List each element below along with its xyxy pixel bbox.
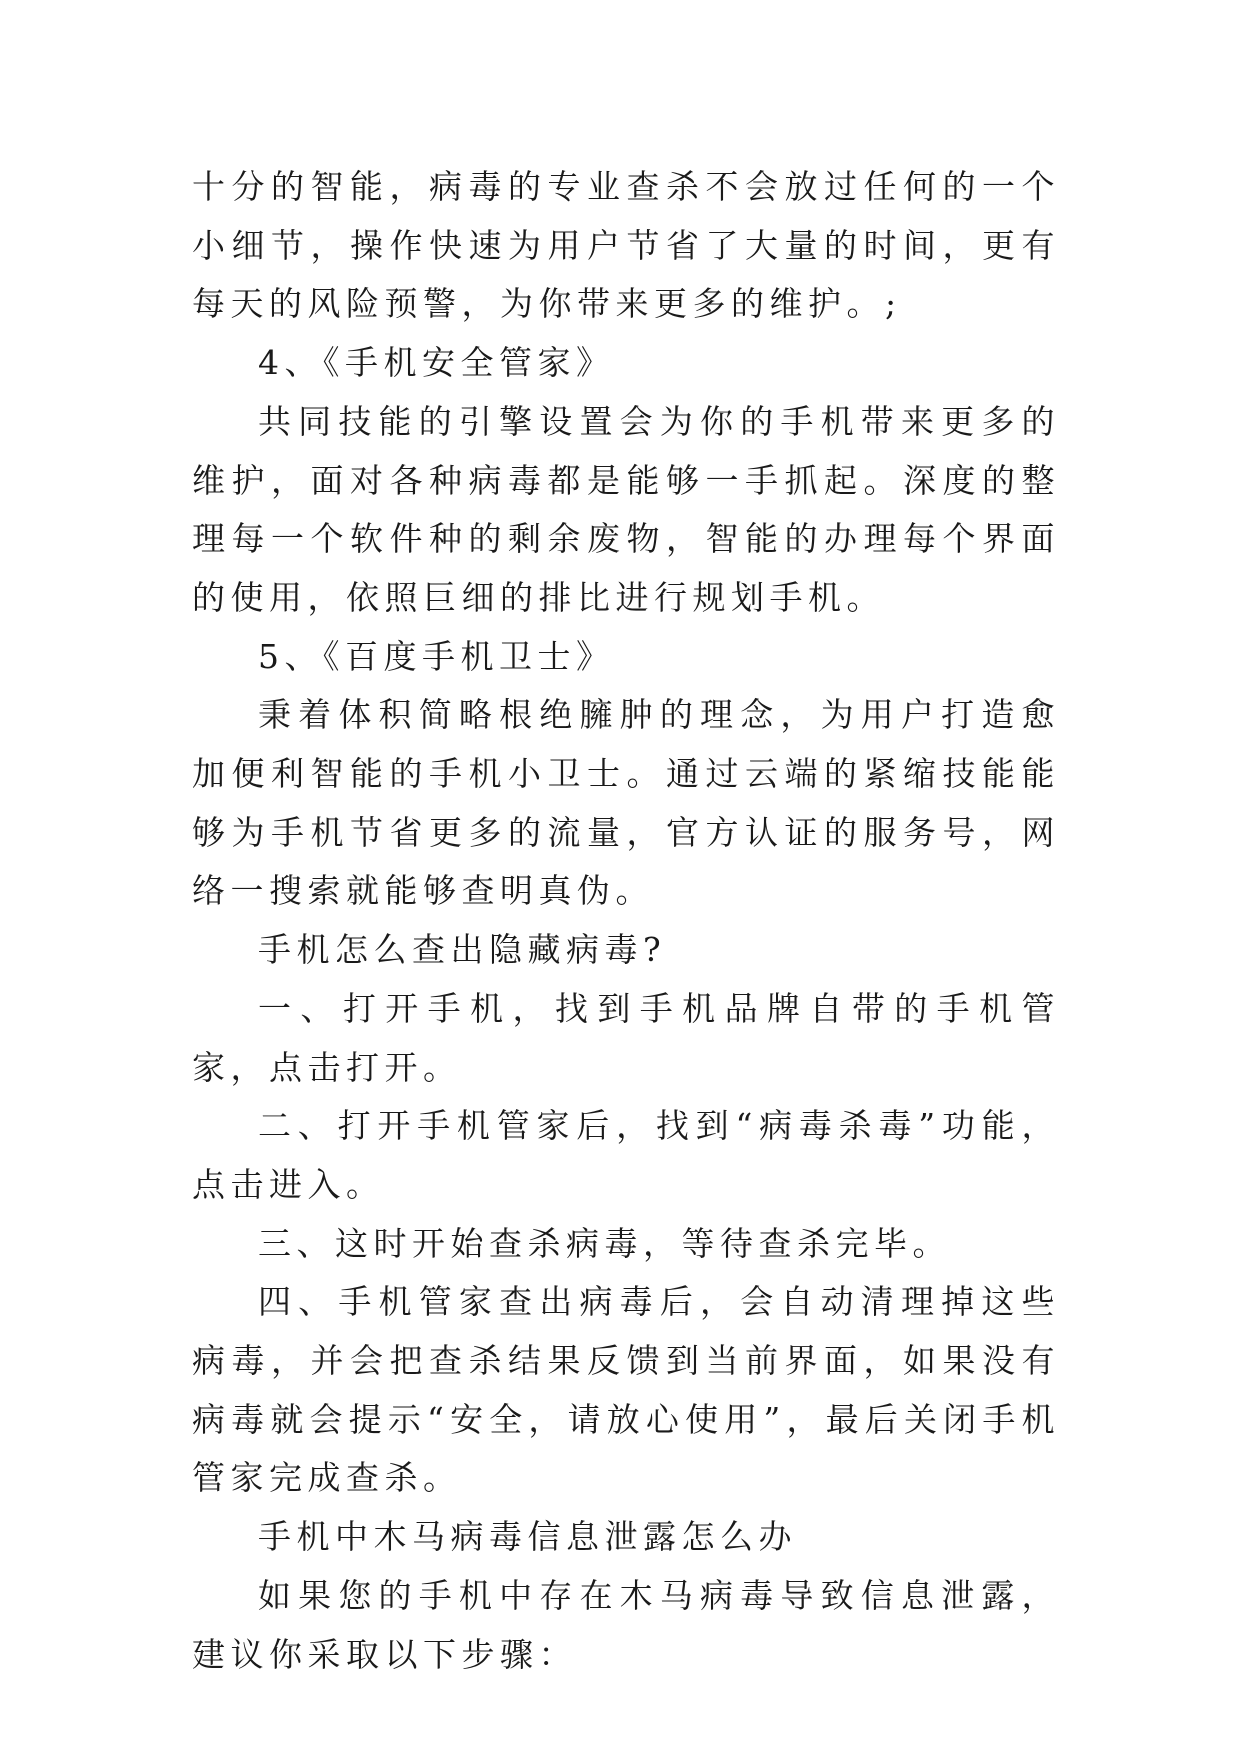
section-heading: 手机中木马病毒信息泄露怎么办: [258, 1517, 797, 1557]
step-paragraph: 四、手机管家查出病毒后，会自动清理掉这些病毒，并会把查杀结果反馈到当前界面，如果没有病毒就会提示“安全，请放心使用”，最后关闭手机管家完成查杀。: [192, 1282, 1060, 1498]
section-heading: 手机怎么查出隐藏病毒?: [258, 930, 667, 970]
paragraph: 秉着体积简略根绝臃肿的理念，为用户打造愈加便利智能的手机小卫士。通过云端的紧缩技能能够为手机节省更多的流量，官方认证的服务号，网络一搜索就能够查明真伪。: [192, 695, 1060, 911]
document-body: [192, 158, 1060, 1684]
paragraph: 共同技能的引擎设置会为你的手机带来更多的维护，面对各种病毒都是能够一手抓起。深度的整理每一个软件种的剩余废物，智能的办理每个界面的使用，依照巨细的排比进行规划手机。: [192, 401, 1060, 617]
section-heading: 5、《百度手机卫士》: [258, 636, 615, 676]
paragraph: 如果您的手机中存在木马病毒导致信息泄露，建议你采取以下步骤：: [192, 1575, 1060, 1674]
step-paragraph: 一、打开手机，找到手机品牌自带的手机管家，点击打开。: [192, 988, 1060, 1087]
step-paragraph: 三、这时开始查杀病毒，等待查杀完毕。: [258, 1223, 951, 1263]
section-heading: 4、《手机安全管家》: [258, 343, 615, 383]
paragraph: 十分的智能，病毒的专业查杀不会放过任何的一个小细节，操作快速为用户节省了大量的时间，更有每天的风险预警，为你带来更多的维护。;: [192, 167, 1060, 324]
step-paragraph: 二、打开手机管家后，找到“病毒杀毒”功能，点击进入。: [192, 1106, 1060, 1204]
